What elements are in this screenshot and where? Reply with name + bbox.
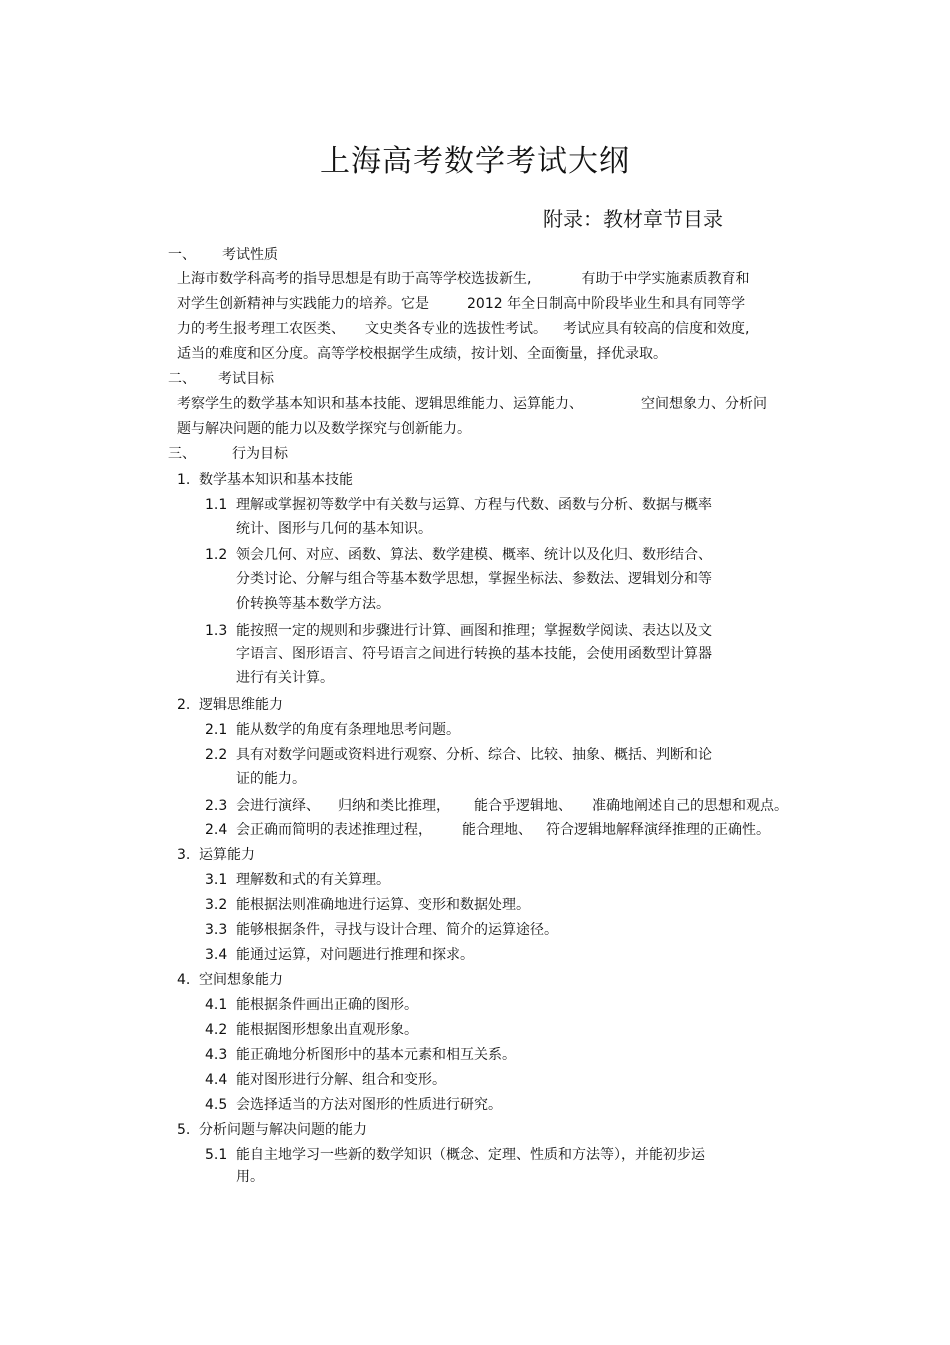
paragraph-line [177, 319, 749, 339]
list-item [205, 895, 530, 915]
list-item-continuation: 价转换等基本数学方法。 [236, 596, 390, 612]
list-item [205, 545, 712, 565]
list-item [205, 621, 712, 641]
item-text: 能够根据条件，寻找与设计合理、简介的运算途径。 [236, 922, 558, 938]
item-text: 理解或掌握初等数学中有关数与运算、方程与代数、函数与分析、数据与概率 [236, 497, 712, 513]
subsection-title: 运算能力 [199, 847, 255, 863]
item-number: 3.4 [205, 947, 228, 963]
item-text: 能合理地、 [462, 822, 532, 838]
list-item [205, 920, 558, 940]
text-fragment: 有助于中学实施素质教育和 [581, 271, 750, 287]
text-fragment: 文史类各专业的选拔性考试。 [365, 321, 547, 337]
item-text: 理解数和式的有关算理。 [236, 872, 390, 888]
paragraph-line [177, 269, 749, 289]
item-number: 2.1 [205, 722, 228, 738]
item-text: 符合逻辑地解释演绎推理的正确性。 [546, 822, 770, 838]
item-text: 能通过运算，对问题进行推理和探求。 [236, 947, 474, 963]
item-number: 2.2 [205, 747, 228, 763]
subsection-heading [177, 970, 283, 990]
item-text: 会选择适当的方法对图形的性质进行研究。 [236, 1097, 502, 1113]
item-number: 4.1 [205, 997, 228, 1013]
section-title: 行为目标 [232, 446, 288, 462]
item-text: 能从数学的角度有条理地思考问题。 [236, 722, 460, 738]
item-number: 3.3 [205, 922, 228, 938]
item-number: 2.4 [205, 822, 228, 838]
section-number: 三、 [168, 446, 196, 462]
list-item-continuation: 字语言、图形语言、符号语言之间进行转换的基本技能，会使用函数型计算器 [236, 646, 712, 662]
item-text: 能正确地分析图形中的基本元素和相互关系。 [236, 1047, 516, 1063]
list-item [205, 1045, 516, 1065]
list-item [205, 720, 460, 740]
section-3-heading [168, 444, 288, 464]
item-number: 1.3 [205, 623, 228, 639]
subsection-title: 空间想象能力 [199, 972, 283, 988]
text-fragment: 对学生创新精神与实践能力的培养。它是 [177, 296, 429, 312]
section-number: 二、 [168, 371, 196, 387]
list-item [205, 995, 418, 1015]
list-item [205, 945, 474, 965]
list-item [205, 870, 390, 890]
text-fragment: 考察学生的数学基本知识和基本技能、逻辑思维能力、运算能力、 [177, 396, 583, 412]
list-item [205, 745, 712, 765]
item-number: 4.2 [205, 1022, 228, 1038]
paragraph-line [177, 344, 667, 364]
list-item [205, 1070, 446, 1090]
paragraph-line [177, 294, 745, 314]
list-item-continuation: 进行有关计算。 [236, 670, 334, 686]
list-item [205, 1145, 705, 1165]
item-text: 能根据条件画出正确的图形。 [236, 997, 418, 1013]
section-title: 考试目标 [218, 371, 274, 387]
text-fragment: 力的考生报考理工农医类、 [177, 321, 345, 337]
item-number: 4.5 [205, 1097, 228, 1113]
item-number: 1.2 [205, 547, 228, 563]
item-number: 3.2 [205, 897, 228, 913]
paragraph-line [177, 394, 767, 414]
item-text: 具有对数学问题或资料进行观察、分析、综合、比较、抽象、概括、判断和论 [236, 747, 712, 763]
item-number: 1.1 [205, 497, 228, 513]
subsection-number: 4. [177, 972, 191, 988]
section-number: 一、 [168, 247, 196, 263]
subsection-number: 3. [177, 847, 191, 863]
text-fragment: 上海市数学科高考的指导思想是有助于高等学校选拔新生, [177, 271, 532, 287]
subsection-number: 1. [177, 472, 191, 488]
list-item-continuation: 分类讨论、分解与组合等基本数学思想，掌握坐标法、参数法、逻辑划分和等 [236, 571, 712, 587]
list-item [205, 796, 788, 816]
text-fragment: 适当的难度和区分度。高等学校根据学生成绩，按计划、全面衡量，择优录取。 [177, 346, 667, 362]
item-number: 3.1 [205, 872, 228, 888]
list-item-continuation: 用。 [236, 1169, 264, 1185]
text-fragment: 题与解决问题的能力以及数学探究与创新能力。 [177, 421, 471, 437]
text-fragment: 2012 年全日制高中阶段毕业生和具有同等学 [467, 296, 746, 312]
item-text: 能合乎逻辑地、 [474, 798, 572, 814]
list-item [205, 820, 770, 840]
paragraph-line [177, 419, 471, 439]
text-fragment: 考试应具有较高的信度和效度, [563, 321, 750, 337]
item-text: 准确地阐述自己的思想和观点。 [592, 798, 788, 814]
list-item-continuation: 证的能力。 [236, 771, 306, 787]
item-number: 5.1 [205, 1147, 228, 1163]
subsection-title: 逻辑思维能力 [199, 697, 283, 713]
list-item [205, 495, 712, 515]
section-2-heading [168, 369, 274, 389]
section-1-heading [168, 245, 278, 265]
item-text: 会正确而简明的表述推理过程， [236, 822, 432, 838]
list-item-continuation: 统计、图形与几何的基本知识。 [236, 521, 432, 537]
list-item [205, 1095, 502, 1115]
item-text: 能自主地学习一些新的数学知识（概念、定理、性质和方法等），并能初步运 [236, 1147, 705, 1163]
subsection-title: 数学基本知识和基本技能 [199, 472, 353, 488]
list-item [205, 1020, 418, 1040]
item-text: 能对图形进行分解、组合和变形。 [236, 1072, 446, 1088]
subsection-heading [177, 845, 255, 865]
item-text: 领会几何、对应、函数、算法、数学建模、概率、统计以及化归、数形结合、 [236, 547, 712, 563]
document-title: 上海高考数学考试大纲 [320, 144, 630, 179]
document-subtitle: 附录：教材章节目录 [543, 207, 723, 231]
subsection-title: 分析问题与解决问题的能力 [199, 1122, 367, 1138]
item-text: 能根据法则准确地进行运算、变形和数据处理。 [236, 897, 530, 913]
text-fragment: 空间想象力、分析问 [641, 396, 767, 412]
item-number: 2.3 [205, 798, 228, 814]
item-number: 4.3 [205, 1047, 228, 1063]
item-text: 能根据图形想象出直观形象。 [236, 1022, 418, 1038]
item-text: 归纳和类比推理， [338, 798, 450, 814]
section-title: 考试性质 [222, 247, 278, 263]
item-text: 能按照一定的规则和步骤进行计算、画图和推理；掌握数学阅读、表达以及文 [236, 623, 712, 639]
subsection-heading [177, 470, 353, 490]
subsection-heading [177, 1120, 367, 1140]
subsection-number: 5. [177, 1122, 191, 1138]
subsection-heading [177, 695, 283, 715]
item-text: 会进行演绎、 [236, 798, 320, 814]
item-number: 4.4 [205, 1072, 228, 1088]
subsection-number: 2. [177, 697, 191, 713]
